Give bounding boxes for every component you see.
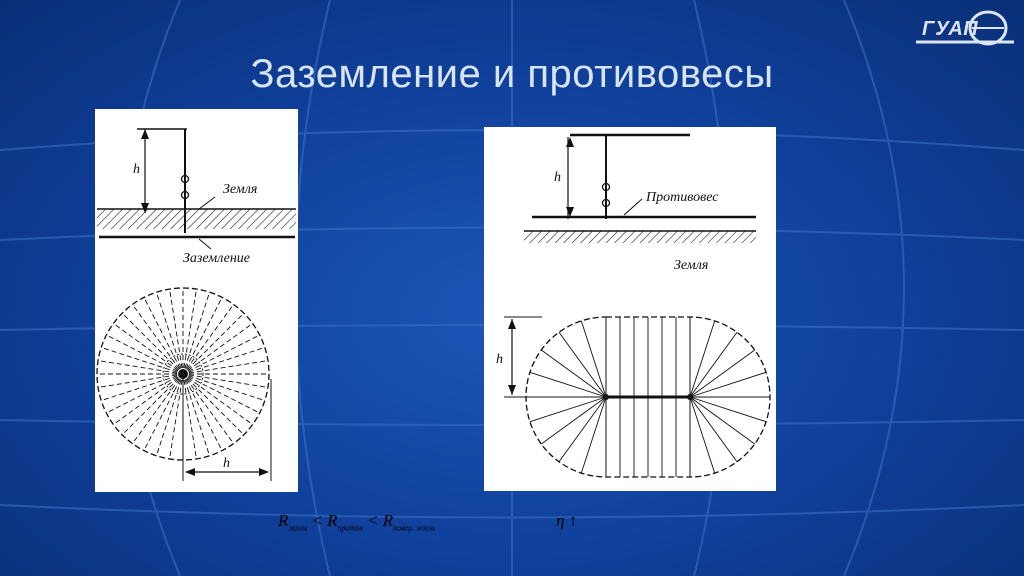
radial-dashed-line: [122, 378, 179, 435]
counterpoise-diagram: [484, 127, 776, 491]
fan-conductor-left: [559, 397, 606, 462]
formula-eta: η: [556, 511, 565, 530]
formula-r2: R: [327, 511, 338, 530]
arrow-down-icon: [508, 385, 516, 395]
node-right: [687, 394, 693, 400]
grounding-label: Заземление: [183, 251, 251, 266]
radial-dashed-line: [188, 335, 259, 371]
arrow-right-icon: [259, 468, 269, 476]
radial-dashed-line: [185, 292, 210, 368]
height-label: h: [133, 162, 140, 177]
counterpoise-diagram-panel: [484, 127, 776, 491]
radial-dashed-line: [185, 380, 210, 456]
grounding-diagram: [95, 109, 298, 492]
arrow-up-icon: [141, 129, 149, 139]
arrow-up-icon: [508, 319, 516, 329]
fan-conductor-right: [690, 321, 715, 397]
radius-label: h: [223, 456, 230, 471]
radial-dashed-line: [132, 379, 179, 444]
arrow-up-icon: [566, 137, 574, 147]
earth-leader: [199, 197, 215, 209]
arrow-left-icon: [185, 468, 195, 476]
formula-r3: R: [382, 511, 394, 530]
radial-dashed-line: [98, 375, 177, 388]
fan-conductor-right: [690, 372, 766, 397]
radial-dashed-line: [187, 313, 244, 370]
radial-dashed-line: [101, 376, 177, 401]
radial-dashed-line: [186, 297, 222, 368]
fan-conductor-right: [690, 397, 755, 444]
counterpoise-label: Противовес: [646, 190, 719, 205]
resistance-inequality: [278, 511, 435, 532]
fan-conductor-right: [690, 332, 737, 397]
formula-r1: R: [278, 511, 289, 530]
radial-dashed-line: [106, 335, 177, 371]
logo-text: ГУАП: [922, 18, 979, 40]
radial-dashed-line: [132, 304, 179, 369]
radial-dashed-line: [188, 377, 259, 413]
radial-dashed-line: [188, 323, 253, 370]
plan-height-label: h: [496, 352, 503, 367]
formula-r1-sub: зазем: [288, 523, 308, 533]
grounding-leader: [199, 239, 211, 249]
arrow-down-icon: [566, 207, 574, 217]
radial-dashed-line: [156, 292, 181, 368]
radial-dashed-line: [113, 323, 178, 370]
fan-conductor-left: [541, 397, 606, 444]
fan-conductor-left: [530, 397, 606, 422]
fan-conductor-right: [690, 350, 755, 397]
radial-dashed-line: [156, 380, 181, 456]
fan-conductor-right: [690, 397, 715, 473]
radial-dashed-line: [106, 377, 177, 413]
earth-hatching: [97, 209, 296, 229]
radial-dashed-line: [186, 379, 222, 450]
radial-dashed-line: [113, 378, 178, 425]
fan-conductor-right: [690, 397, 766, 422]
slide-title: Заземление и противовесы: [250, 52, 774, 96]
fan-conductor-left: [530, 372, 606, 397]
formula-r2-sub: против: [337, 523, 363, 533]
radial-dashed-line: [189, 347, 265, 372]
radial-dashed-line: [189, 376, 265, 401]
radial-dashed-line: [98, 361, 177, 374]
grounding-diagram-panel: [95, 109, 298, 492]
radial-dashed-line: [122, 313, 179, 370]
fan-conductor-left: [581, 321, 606, 397]
radial-dashed-line: [144, 379, 180, 450]
earth-hatching: [524, 231, 756, 243]
fan-conductor-left: [559, 332, 606, 397]
radial-dashed-line: [187, 378, 244, 435]
radial-dashed-line: [187, 304, 234, 369]
radial-dashed-line: [187, 379, 234, 444]
formula-r3-sub: повер. земли: [393, 523, 436, 533]
guap-logo: [914, 6, 1018, 50]
radial-dashed-line: [188, 378, 253, 425]
radial-dashed-line: [189, 375, 268, 388]
earth-label: Земля: [674, 258, 709, 273]
fan-conductor-right: [690, 397, 737, 462]
height-label: h: [554, 170, 561, 185]
formula-lt1: <: [311, 511, 323, 530]
formula-lt2: <: [366, 511, 379, 530]
radial-dashed-line: [101, 347, 177, 372]
earth-label: Земля: [223, 182, 258, 197]
counterpoise-leader: [624, 199, 642, 215]
radial-dashed-line: [184, 289, 197, 368]
fan-conductor-left: [541, 350, 606, 397]
fan-conductor-left: [581, 397, 606, 473]
radial-dashed-line: [184, 380, 197, 459]
radial-dashed-line: [170, 380, 183, 459]
radial-dashed-line: [170, 289, 183, 368]
radial-dashed-line: [189, 361, 268, 374]
arrow-up-icon: ↑: [568, 511, 578, 530]
radial-dashed-line: [144, 297, 180, 368]
efficiency-increase: [556, 511, 577, 531]
